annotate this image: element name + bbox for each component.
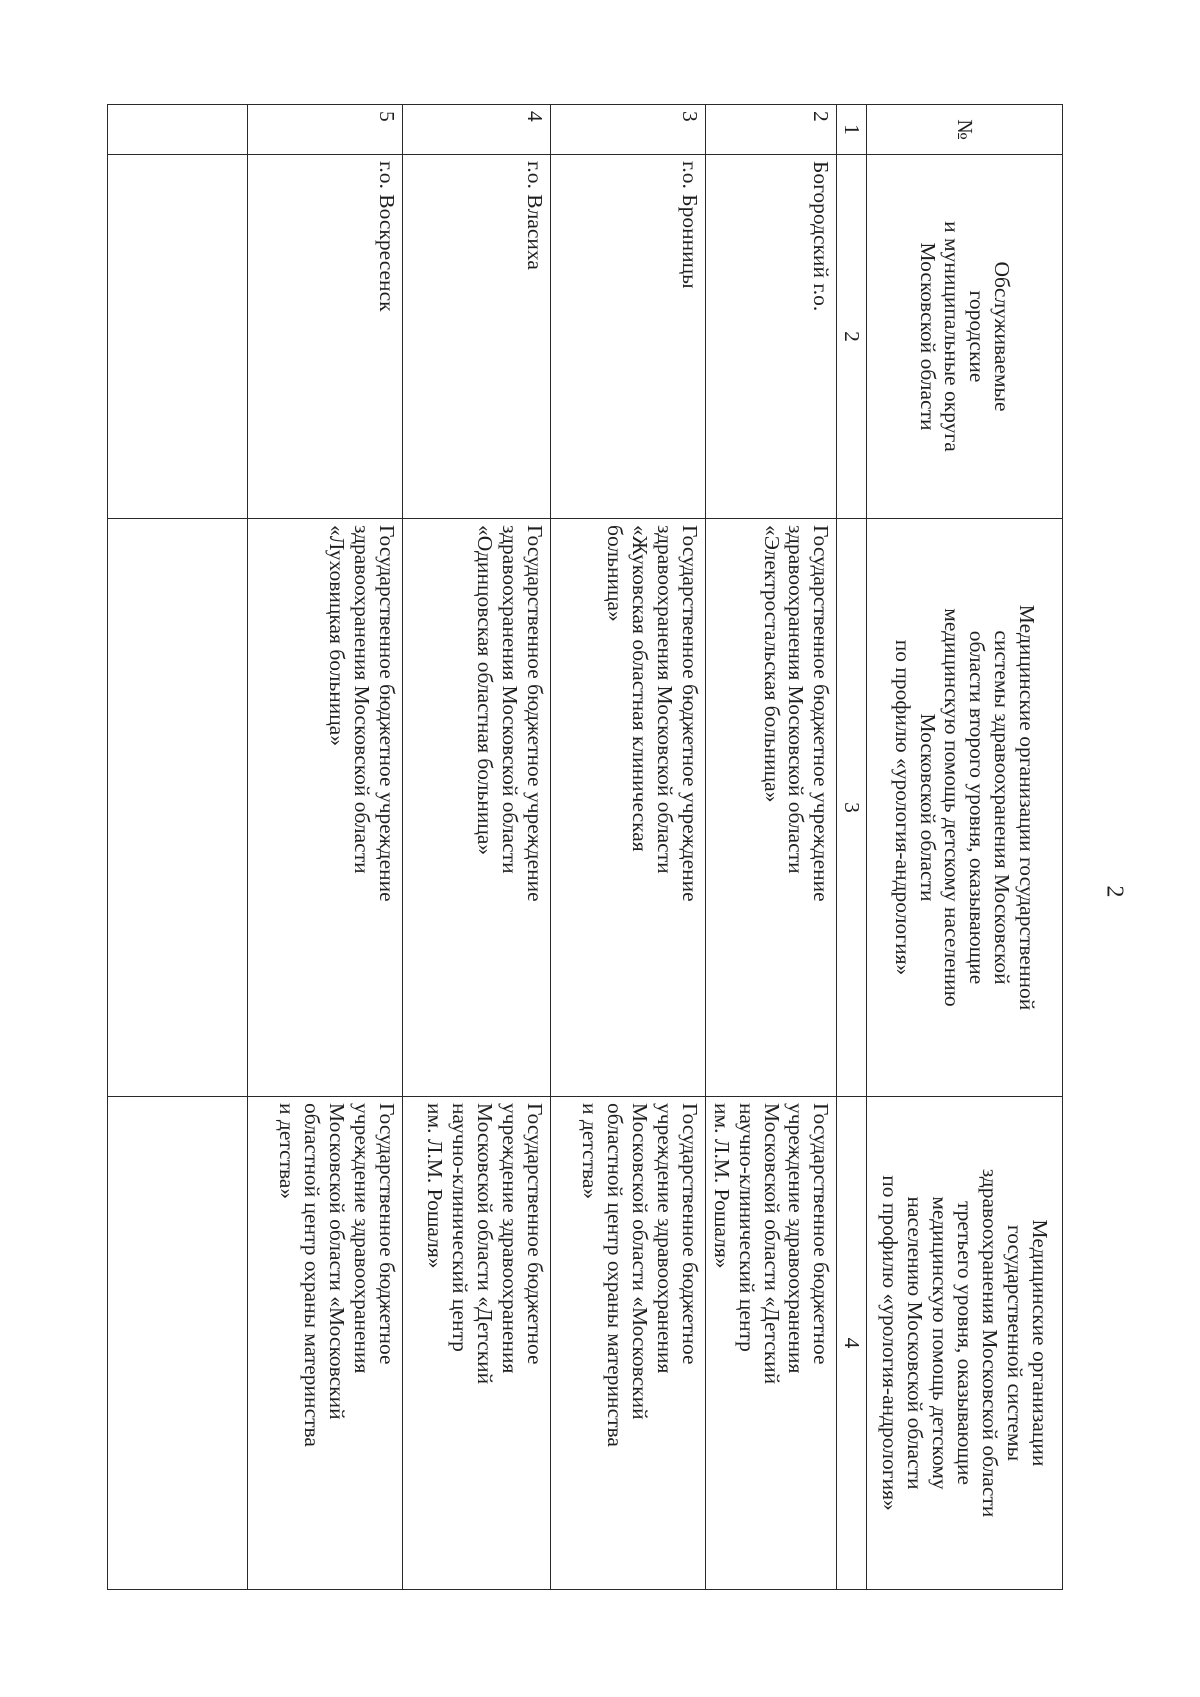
second-level-cell: Государственное бюджетное учреждение здравоохранения Московской области «Жуковская областная клиническая больница» — [550, 519, 705, 1097]
third-level-cell: Государственное бюджетное учреждение здравоохранения Московской области «Детский научно-клинический центр им. Л.М. Рошаля» — [705, 1097, 837, 1590]
header-second-level: Медицинские организации государственной системы здравоохранения Московской области второго уровня, оказывающие медицинскую помощь детскому населению Московской области по профилю «урология-андрология» — [867, 519, 1063, 1097]
header-number: № — [867, 105, 1063, 155]
table-row — [247, 105, 402, 1590]
column-index-row — [837, 105, 867, 1590]
column-index: 4 — [837, 1097, 867, 1590]
district-cell: г.о. Бронницы — [550, 155, 705, 519]
row-number: 3 — [550, 105, 705, 155]
column-index: 3 — [837, 519, 867, 1097]
second-level-cell: Государственное бюджетное учреждение здравоохранения Московской области «Одинцовская областная больница» — [402, 519, 550, 1097]
district-cell: Богородский г.о. — [705, 155, 837, 519]
page-number: 2 — [1101, 885, 1128, 898]
column-index: 1 — [837, 105, 867, 155]
column-index: 2 — [837, 155, 867, 519]
district-cell — [107, 155, 247, 519]
row-number: 2 — [705, 105, 837, 155]
row-number: 4 — [402, 105, 550, 155]
table-header-row — [867, 105, 1063, 1590]
table-row — [402, 105, 550, 1590]
header-third-level: Медицинские организации государственной системы здравоохранения Московской области третьего уровня, оказывающие медицинскую помощь детскому населению Московской области по профилю «урология-андрология» — [867, 1097, 1063, 1590]
second-level-cell: Государственное бюджетное учреждение здравоохранения Московской области «Луховицкая больница» — [247, 519, 402, 1097]
second-level-cell — [107, 519, 247, 1097]
third-level-cell: Государственное бюджетное учреждение здравоохранения Московской области «Детский научно-клинический центр им. Л.М. Рошаля» — [402, 1097, 550, 1590]
organizations-table — [107, 104, 1063, 1590]
district-cell: г.о. Власиха — [402, 155, 550, 519]
table-container — [119, 104, 1063, 1589]
header-district: Обслуживаемые городские и муниципальные округа Московской области — [867, 155, 1063, 519]
table-row — [550, 105, 705, 1590]
second-level-cell: Государственное бюджетное учреждение здравоохранения Московской области «Электростальская больница» — [705, 519, 837, 1097]
third-level-cell: Государственное бюджетное учреждение здравоохранения Московской области «Московский областной центр охраны материнства и детства» — [247, 1097, 402, 1590]
district-cell: г.о. Воскресенск — [247, 155, 402, 519]
table-row — [705, 105, 837, 1590]
third-level-cell — [107, 1097, 247, 1590]
row-number: 5 — [247, 105, 402, 155]
row-number — [107, 105, 247, 155]
third-level-cell: Государственное бюджетное учреждение здравоохранения Московской области «Московский областной центр охраны материнства и детства» — [550, 1097, 705, 1590]
table-row — [107, 105, 247, 1590]
